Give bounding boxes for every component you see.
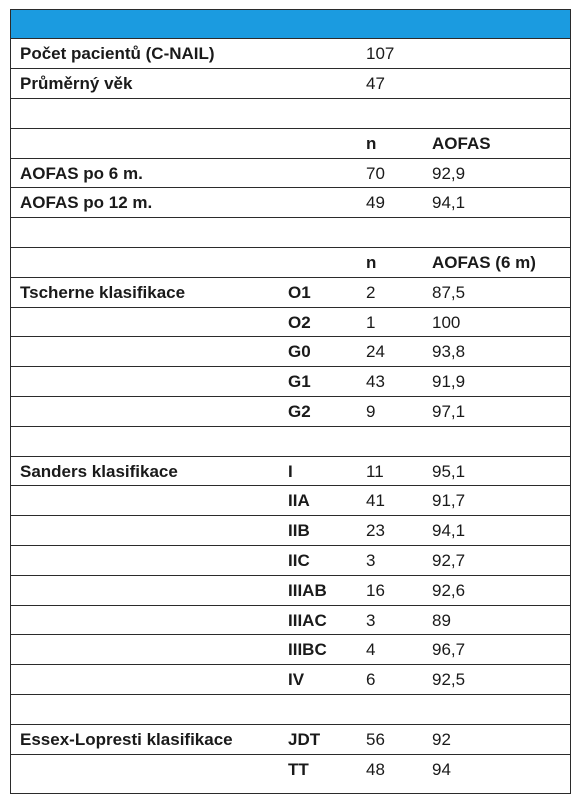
results-table: [10, 9, 571, 794]
row-score: [418, 695, 570, 725]
row-score: 87,5: [418, 277, 570, 307]
row-count: 24: [356, 337, 418, 367]
table-row: [11, 218, 570, 248]
row-count: n: [356, 248, 418, 278]
row-category: [280, 69, 356, 99]
row-score: [418, 99, 570, 129]
row-count: 49: [356, 188, 418, 218]
table-header-band: [11, 10, 570, 39]
row-category: IV: [280, 665, 356, 695]
table-row: [11, 724, 570, 754]
row-count: 1: [356, 307, 418, 337]
row-score: 92,6: [418, 575, 570, 605]
row-label: [11, 665, 280, 695]
row-score: AOFAS: [418, 128, 570, 158]
row-label: Průměrný věk: [11, 69, 280, 99]
row-category: IIIAC: [280, 605, 356, 635]
row-score: 97,1: [418, 397, 570, 427]
row-category: [280, 695, 356, 725]
row-count: 3: [356, 546, 418, 576]
row-count: 70: [356, 158, 418, 188]
row-label: [11, 397, 280, 427]
row-label: [11, 367, 280, 397]
row-count: 47: [356, 69, 418, 99]
table-row: [11, 665, 570, 695]
table-row: [11, 39, 570, 69]
row-label: [11, 426, 280, 456]
table-row: [11, 397, 570, 427]
row-label: [11, 307, 280, 337]
row-category: IIIBC: [280, 635, 356, 665]
table-row: [11, 695, 570, 725]
row-count: 11: [356, 456, 418, 486]
row-label: [11, 575, 280, 605]
row-label: [11, 605, 280, 635]
row-label: [11, 99, 280, 129]
row-score: [418, 69, 570, 99]
table-row: [11, 248, 570, 278]
table-row: [11, 69, 570, 99]
row-count: 23: [356, 516, 418, 546]
row-label: Tscherne klasifikace: [11, 277, 280, 307]
row-score: 100: [418, 307, 570, 337]
row-label: AOFAS po 12 m.: [11, 188, 280, 218]
row-score: 89: [418, 605, 570, 635]
row-label: [11, 337, 280, 367]
row-score: 93,8: [418, 337, 570, 367]
row-label: AOFAS po 6 m.: [11, 158, 280, 188]
table-row: [11, 456, 570, 486]
row-score: 94,1: [418, 516, 570, 546]
row-label: [11, 516, 280, 546]
row-category: I: [280, 456, 356, 486]
row-label: [11, 546, 280, 576]
row-score: [418, 426, 570, 456]
row-category: O1: [280, 277, 356, 307]
row-count: 9: [356, 397, 418, 427]
row-count: 41: [356, 486, 418, 516]
row-label: [11, 754, 280, 784]
table-row: [11, 337, 570, 367]
row-category: [280, 158, 356, 188]
table-row: [11, 605, 570, 635]
row-label: Sanders klasifikace: [11, 456, 280, 486]
row-category: IIB: [280, 516, 356, 546]
row-category: G2: [280, 397, 356, 427]
table-row: [11, 128, 570, 158]
row-category: [280, 426, 356, 456]
row-label: [11, 248, 280, 278]
table-row: [11, 546, 570, 576]
table-row: [11, 307, 570, 337]
row-score: 95,1: [418, 456, 570, 486]
row-category: [280, 188, 356, 218]
table-row: [11, 575, 570, 605]
table-row: [11, 188, 570, 218]
row-score: 91,9: [418, 367, 570, 397]
row-count: 16: [356, 575, 418, 605]
row-label: [11, 695, 280, 725]
row-score: 91,7: [418, 486, 570, 516]
row-score: [418, 39, 570, 69]
row-count: [356, 695, 418, 725]
row-score: 92,7: [418, 546, 570, 576]
row-count: n: [356, 128, 418, 158]
row-label: [11, 218, 280, 248]
row-category: G0: [280, 337, 356, 367]
table-row: [11, 754, 570, 784]
row-category: JDT: [280, 724, 356, 754]
table-row: [11, 158, 570, 188]
row-category: TT: [288, 759, 309, 779]
row-score: 92,5: [418, 665, 570, 695]
row-count: [356, 99, 418, 129]
row-category: O2: [280, 307, 356, 337]
row-label: [11, 128, 280, 158]
row-score: 92,9: [418, 158, 570, 188]
row-category: IIC: [280, 546, 356, 576]
table-row: [11, 486, 570, 516]
row-count: 3: [356, 605, 418, 635]
table-row: [11, 635, 570, 665]
row-score: 94: [432, 759, 451, 779]
row-category: IIA: [280, 486, 356, 516]
row-category: [280, 99, 356, 129]
row-category: IIIAB: [280, 575, 356, 605]
row-category: [280, 218, 356, 248]
row-label: [11, 635, 280, 665]
row-count: 48: [366, 759, 385, 779]
row-count: [356, 218, 418, 248]
table-row: [11, 99, 570, 129]
row-count: 56: [356, 724, 418, 754]
row-score: AOFAS (6 m): [418, 248, 570, 278]
row-score: 94,1: [418, 188, 570, 218]
row-count: 6: [356, 665, 418, 695]
table-row: [11, 426, 570, 456]
table-row: [11, 277, 570, 307]
row-label: Počet pacientů (C-NAIL): [11, 39, 280, 69]
table-row: [11, 367, 570, 397]
row-score: 96,7: [418, 635, 570, 665]
row-count: 43: [356, 367, 418, 397]
row-count: [356, 426, 418, 456]
row-count: 4: [356, 635, 418, 665]
row-score: 92: [418, 724, 570, 754]
row-category: [280, 248, 356, 278]
table-row: [11, 516, 570, 546]
data-table: [11, 39, 570, 784]
row-category: [280, 128, 356, 158]
row-score: [418, 218, 570, 248]
row-category: G1: [280, 367, 356, 397]
row-label: [11, 486, 280, 516]
row-count: 2: [356, 277, 418, 307]
row-count: 107: [356, 39, 418, 69]
table-body: [11, 39, 570, 784]
row-label: Essex-Lopresti klasifikace: [11, 724, 280, 754]
row-category: [280, 39, 356, 69]
